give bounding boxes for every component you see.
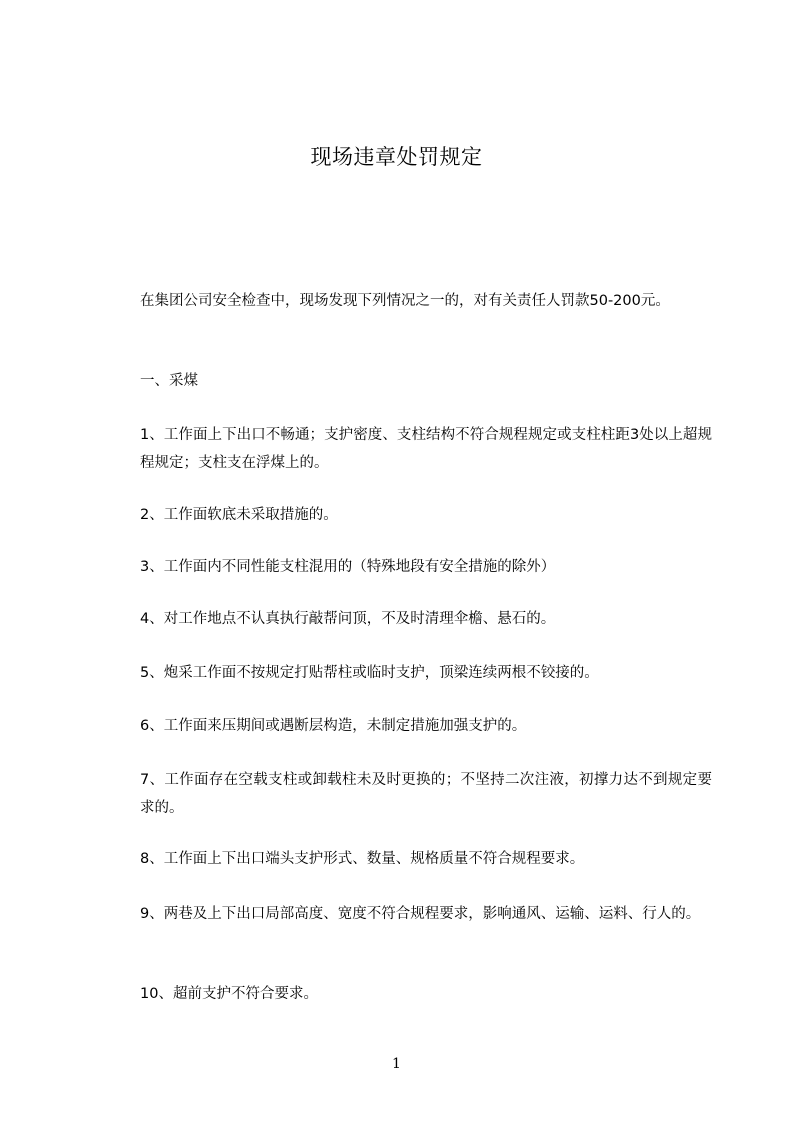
list-item-text: 9、两巷及上下出口局部高度、宽度不符合规程要求，影响通风、运输、运料、行人的。 xyxy=(140,906,701,922)
intro-paragraph xyxy=(107,287,712,315)
section-heading-text: 一、采煤 xyxy=(140,373,198,389)
list-item xyxy=(107,980,712,1008)
list-item xyxy=(107,712,712,740)
page-number: 1 xyxy=(392,1056,401,1072)
list-item-text: 6、工作面来压期间或遇断层构造，未制定措施加强支护的。 xyxy=(140,718,527,734)
list-item-text: 1、工作面上下出口不畅通；支护密度、支柱结构不符合规程规定或支柱柱距3处以上超规程规定；支柱支在浮煤上的。 xyxy=(140,427,712,471)
list-item-text: 8、工作面上下出口端头支护形式、数量、规格质量不符合规程要求。 xyxy=(140,851,585,867)
list-item xyxy=(107,659,712,687)
list-item-text: 3、工作面内不同性能支柱混用的（特殊地段有安全措施的除外） xyxy=(140,559,556,575)
list-item xyxy=(107,501,712,529)
list-item xyxy=(107,766,712,822)
list-item-text: 2、工作面软底未采取措施的。 xyxy=(140,507,338,523)
list-item xyxy=(107,845,712,873)
list-item-text: 7、工作面存在空载支柱或卸载柱未及时更换的；不坚持二次注液，初撑力达不到规定要求的。 xyxy=(140,772,712,816)
document-title: 现场违章处罚规定 xyxy=(310,145,483,169)
intro-text: 在集团公司安全检查中，现场发现下列情况之一的，对有关责任人罚款50-200元。 xyxy=(140,293,670,309)
list-item xyxy=(107,553,712,581)
list-item xyxy=(107,421,712,477)
list-item xyxy=(107,605,712,633)
list-item xyxy=(107,900,712,928)
list-item-text: 5、炮采工作面不按规定打贴帮柱或临时支护，顶梁连续两根不铰接的。 xyxy=(140,665,599,681)
list-item-text: 4、对工作地点不认真执行敲帮问顶，不及时清理伞檐、悬石的。 xyxy=(140,611,556,627)
list-item-text: 10、超前支护不符合要求。 xyxy=(140,986,318,1002)
section-heading xyxy=(107,367,712,395)
